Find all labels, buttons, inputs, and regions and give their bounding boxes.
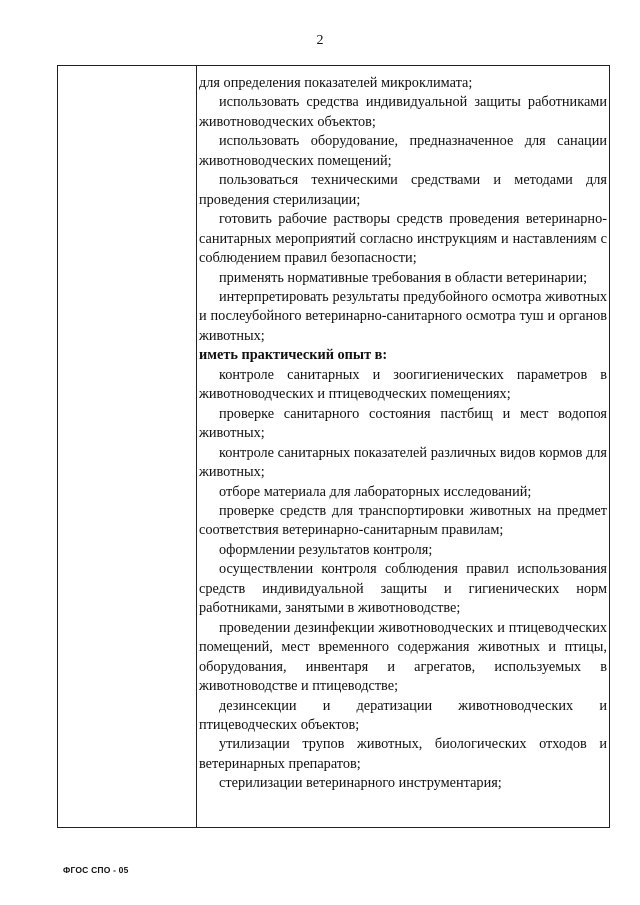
paragraph-lab-sampling: отборе материала для лабораторных исследований; <box>219 483 532 500</box>
paragraph-ppe-control: осуществлении контроля соблюдения правил использования средств индивидуальной защиты и гигиенических норм работниками, занятыми в животноводстве; <box>199 561 607 617</box>
paragraph-control-results: оформлении результатов контроля; <box>219 541 433 558</box>
paragraph-inspection-results: интерпретировать результаты предубойного осмотра животных и послеубойного ветеринарно-санитарного осмотра туш и органов животных; <box>199 288 607 344</box>
paragraph-ppe: использовать средства индивидуальной защиты работниками животноводческих объектов; <box>199 94 607 130</box>
practical-experience-heading: иметь практический опыт в: <box>199 347 388 364</box>
paragraph-pest-control: дезинсекции и дератизации животноводческих и птицеводческих объектов; <box>199 697 607 733</box>
paragraph-microclimate: для определения показателей микроклимата; <box>199 75 473 91</box>
requirements-cell <box>199 74 607 794</box>
page-number: 2 <box>316 33 324 48</box>
column-divider <box>196 66 197 827</box>
paragraph-instrument-sterilization: стерилизации ветеринарного инструментария; <box>219 775 502 792</box>
paragraph-waste-disposal: утилизации трупов животных, биологических отходов и ветеринарных препаратов; <box>199 736 607 772</box>
left-cell-empty <box>58 66 196 827</box>
paragraph-normative-requirements: применять нормативные требования в области ветеринарии; <box>219 269 588 286</box>
paragraph-feed-control: контроле санитарных показателей различных видов кормов для животных; <box>199 444 607 481</box>
document-code-footer: ФГОС СПО - 05 <box>63 865 129 875</box>
paragraph-pasture-check: проверке санитарного состояния пастбищ и мест водопоя животных; <box>199 405 607 442</box>
paragraph-disinfection: проведении дезинфекции животноводческих и птицеводческих помещений, мест временного содержания животных и птицы, оборудования, инвентаря и агрегатов, используемых в животноводстве и птицеводстве; <box>199 619 607 695</box>
standard-table <box>57 65 610 828</box>
paragraph-sanitary-parameters: контроле санитарных и зоогигиенических параметров в животноводческих и птицеводческих помещениях; <box>199 366 607 403</box>
paragraph-sanitation-equipment: использовать оборудование, предназначенное для санации животноводческих помещений; <box>199 133 607 169</box>
paragraph-working-solutions: готовить рабочие растворы средств проведения ветеринарно-санитарных мероприятий согласно инструкциям и наставлениям с соблюдением правил безопасности; <box>199 211 607 267</box>
paragraph-transport-check: проверке средств для транспортировки животных на предмет соответствия ветеринарно-санитарным правилам; <box>199 502 607 539</box>
paragraph-sterilization-tools: пользоваться техническими средствами и методами для проведения стерилизации; <box>199 172 607 208</box>
